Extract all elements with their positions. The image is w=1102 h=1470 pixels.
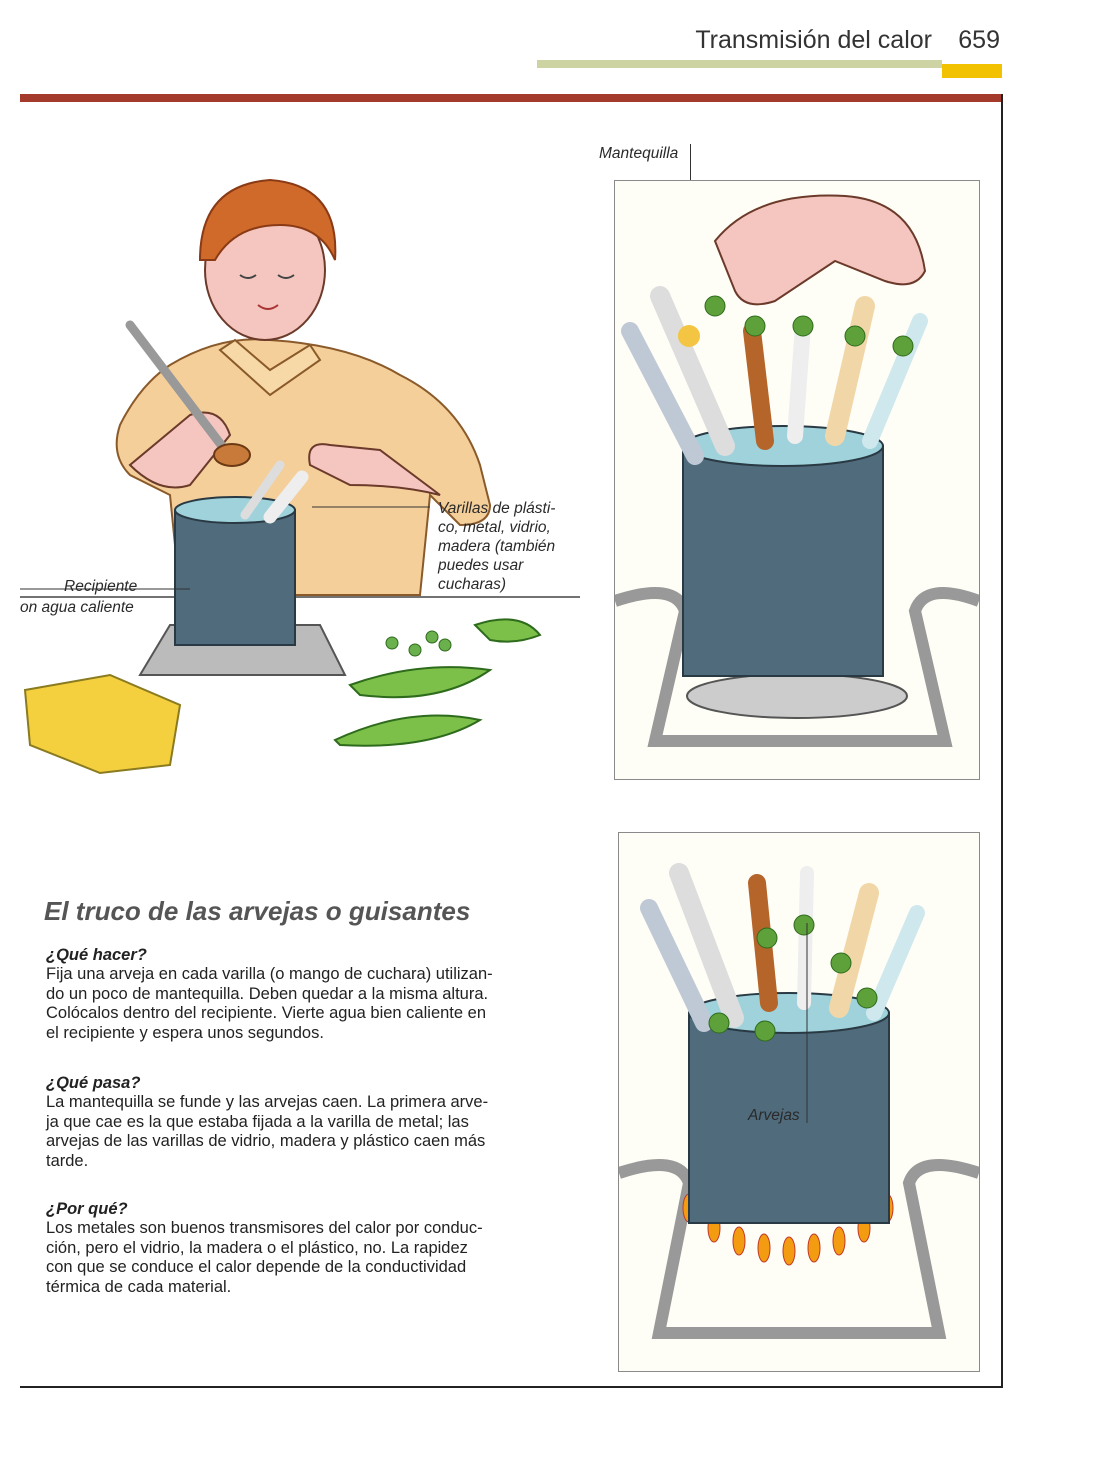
container-label-line2: on agua caliente [20,599,134,616]
container-label: Recipiente [64,578,138,595]
header-accent-bar [942,64,1002,78]
header-rule [537,60,942,68]
what-happens-heading: ¿Qué pasa? [46,1074,141,1092]
what-to-do-text: Fija una arveja en cada varilla (o mango de cuchara) utilizan- do un poco de mantequilla. Deben quedar a la misma altura. Colócalos dentro del recipiente. Vierte agua bien caliente en el recipiente y espera unos segundos. [46,965,493,1042]
what-happens-text: La mantequilla se funde y las arvejas caen. La primera arve- ja que cae es la que estaba fijada a la varilla de metal; las arvejas de las varillas de vidrio, madera y plástico caen más tarde. [46,1093,489,1170]
running-header-title: Transmisión del calor [695,26,932,54]
boy-illustration [20,165,580,785]
page-number: 659 [958,26,1000,54]
section-title: El truco de las arvejas o guisantes [44,896,471,926]
why-heading: ¿Por qué? [46,1200,128,1218]
what-happens-block [46,1074,554,1171]
peas-label: Arvejas [748,1107,800,1124]
what-to-do-block [46,946,554,1043]
why-block [46,1200,554,1297]
bottom-border [20,1386,1003,1388]
right-border [1001,94,1003,1388]
experiment-panel-before [614,180,980,780]
experiment-panel-after [618,832,980,1372]
butter-label: Mantequilla [599,145,679,162]
why-text: Los metales son buenos transmisores del calor por conduc- ción, pero el vidrio, la madera o el plástico, no. La rapidez con que se conduce el calor depende de la conductividad térmica de cada material. [46,1219,483,1296]
what-to-do-heading: ¿Qué hacer? [46,946,147,964]
top-color-band [20,94,1002,102]
rods-label: Varillas de plásti- co, metal, vidrio, madera (también puedes usar cucharas) [438,500,556,593]
